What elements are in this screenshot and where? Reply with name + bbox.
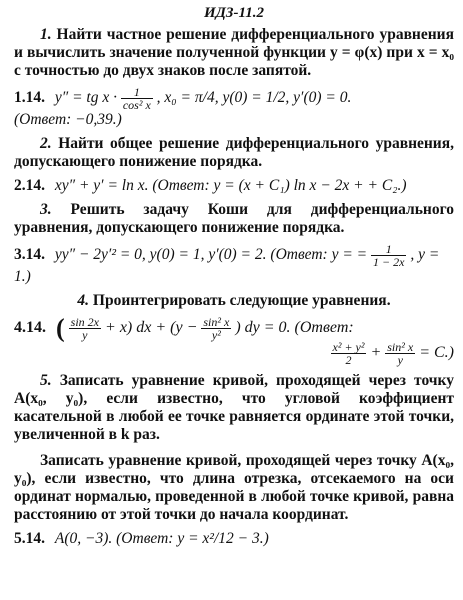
paren-open-1: ( <box>56 313 65 343</box>
problem-4-14-number: 4.14. <box>14 319 46 337</box>
problem-4-14-answer <box>14 341 454 366</box>
task-5-number: 5. <box>40 372 52 389</box>
task-5-text: Записать уравнение кривой, проходящей через точку A(x₀, y₀), если известно, что угловой коэффициент касательной в любой ее точке равняется ординате этой точки, увеличенной в k раз. <box>14 372 455 443</box>
fraction-numerator: sin² x <box>203 315 230 329</box>
problem-4-14-fraction-1 <box>69 316 101 341</box>
task-4-text: Проинтегрировать следующие уравнения. <box>92 292 391 309</box>
task-3-text: Решить задачу Коши для дифференциального уравнения, допускающего понижение порядка. <box>14 201 455 236</box>
problem-5-14-answer: (Ответ: y = x²/12 − 3.) <box>116 530 269 547</box>
fraction-numerator: x² + y² <box>332 340 365 354</box>
fraction-denominator: 2 <box>345 353 352 367</box>
task-1-text: Найти частное решение дифференциального уравнения и вычислить значение полученной функции y = φ(x) при x = x₀ с точностью до двух знаков после запятой. <box>14 26 454 79</box>
task-5-second-paragraph: Записать уравнение кривой, проходящей через точку A(x₀, y₀), если известно, что длина отрезка, отсекаемого на оси ординат нормалью, проведенной в любой точке кривой, равна расстоянию от этой точки до начала координат. <box>14 452 454 523</box>
fraction-numerator: 1 <box>371 243 406 256</box>
problem-2-14-equation: xy″ + y′ = ln x. <box>54 177 149 194</box>
problem-1-14 <box>14 86 454 129</box>
problem-1-14-number: 1.14. <box>14 89 45 107</box>
problem-3-14-number: 3.14. <box>14 246 45 264</box>
task-3-number: 3. <box>40 201 52 218</box>
fraction-numerator: sin² x <box>387 340 414 354</box>
problem-5-14 <box>14 530 454 548</box>
problem-4-14-answer-fraction-2 <box>385 341 415 366</box>
problem-3-14-answer-part-b: , y = 1.) <box>14 246 440 285</box>
task-5-statement <box>14 372 454 444</box>
fraction-denominator: cos² x <box>122 98 151 112</box>
problem-2-14 <box>14 177 454 195</box>
problem-3-14-answer-part-a: (Ответ: y = = <box>270 246 368 264</box>
problem-4-14-middle-2: ) dy = 0. (Ответ: <box>235 319 354 337</box>
problem-1-14-answer: (Ответ: −0,39.) <box>14 111 122 128</box>
answer-plus-sign: + <box>370 344 382 362</box>
problem-1-14-equation-part-a: y″ = tg x · <box>54 89 117 107</box>
problem-3-14 <box>14 243 454 286</box>
problem-4-14-answer-fraction-1 <box>331 341 367 366</box>
fraction-numerator: 1 <box>121 86 153 99</box>
fraction-numerator: sin 2x <box>70 315 100 329</box>
problem-2-14-number: 2.14. <box>14 177 45 194</box>
problem-2-14-answer: (Ответ: y = (x + C₁) ln x − 2x + + C₂.) <box>152 177 407 194</box>
problem-5-14-number: 5.14. <box>14 530 45 547</box>
task-2-text: Найти общее решение дифференциального уравнения, допускающего понижение порядка. <box>14 135 455 170</box>
fraction-denominator: y <box>82 328 88 342</box>
problem-3-14-answer-fraction <box>371 243 406 268</box>
problem-5-14-point: A(0, −3). <box>54 530 113 547</box>
problem-4-14-middle-1: + x) dx + (y − <box>105 319 198 337</box>
problem-4-14 <box>14 313 454 367</box>
fraction-denominator: 1 − 2x <box>373 255 405 269</box>
problem-1-14-equation-part-b: , x₀ = π/4, y(0) = 1/2, y′(0) = 0. <box>156 89 352 107</box>
task-4-number: 4. <box>77 292 90 309</box>
problem-1-14-fraction <box>121 86 153 111</box>
problem-4-14-answer-end: = C.) <box>419 344 454 362</box>
task-1-statement <box>14 26 454 80</box>
task-2-statement <box>14 135 454 171</box>
fraction-denominator: y <box>397 353 403 367</box>
fraction-denominator: y² <box>211 328 221 342</box>
task-4-statement <box>14 292 454 310</box>
task-1-number: 1. <box>40 26 52 43</box>
problem-3-14-equation: yy″ − 2y′² = 0, y(0) = 1, y′(0) = 2. <box>54 246 267 264</box>
task-2-number: 2. <box>40 135 52 152</box>
problem-4-14-fraction-2 <box>201 316 231 341</box>
page-title: ИДЗ-11.2 <box>204 5 264 21</box>
document-page <box>14 4 454 550</box>
task-3-statement <box>14 201 454 237</box>
